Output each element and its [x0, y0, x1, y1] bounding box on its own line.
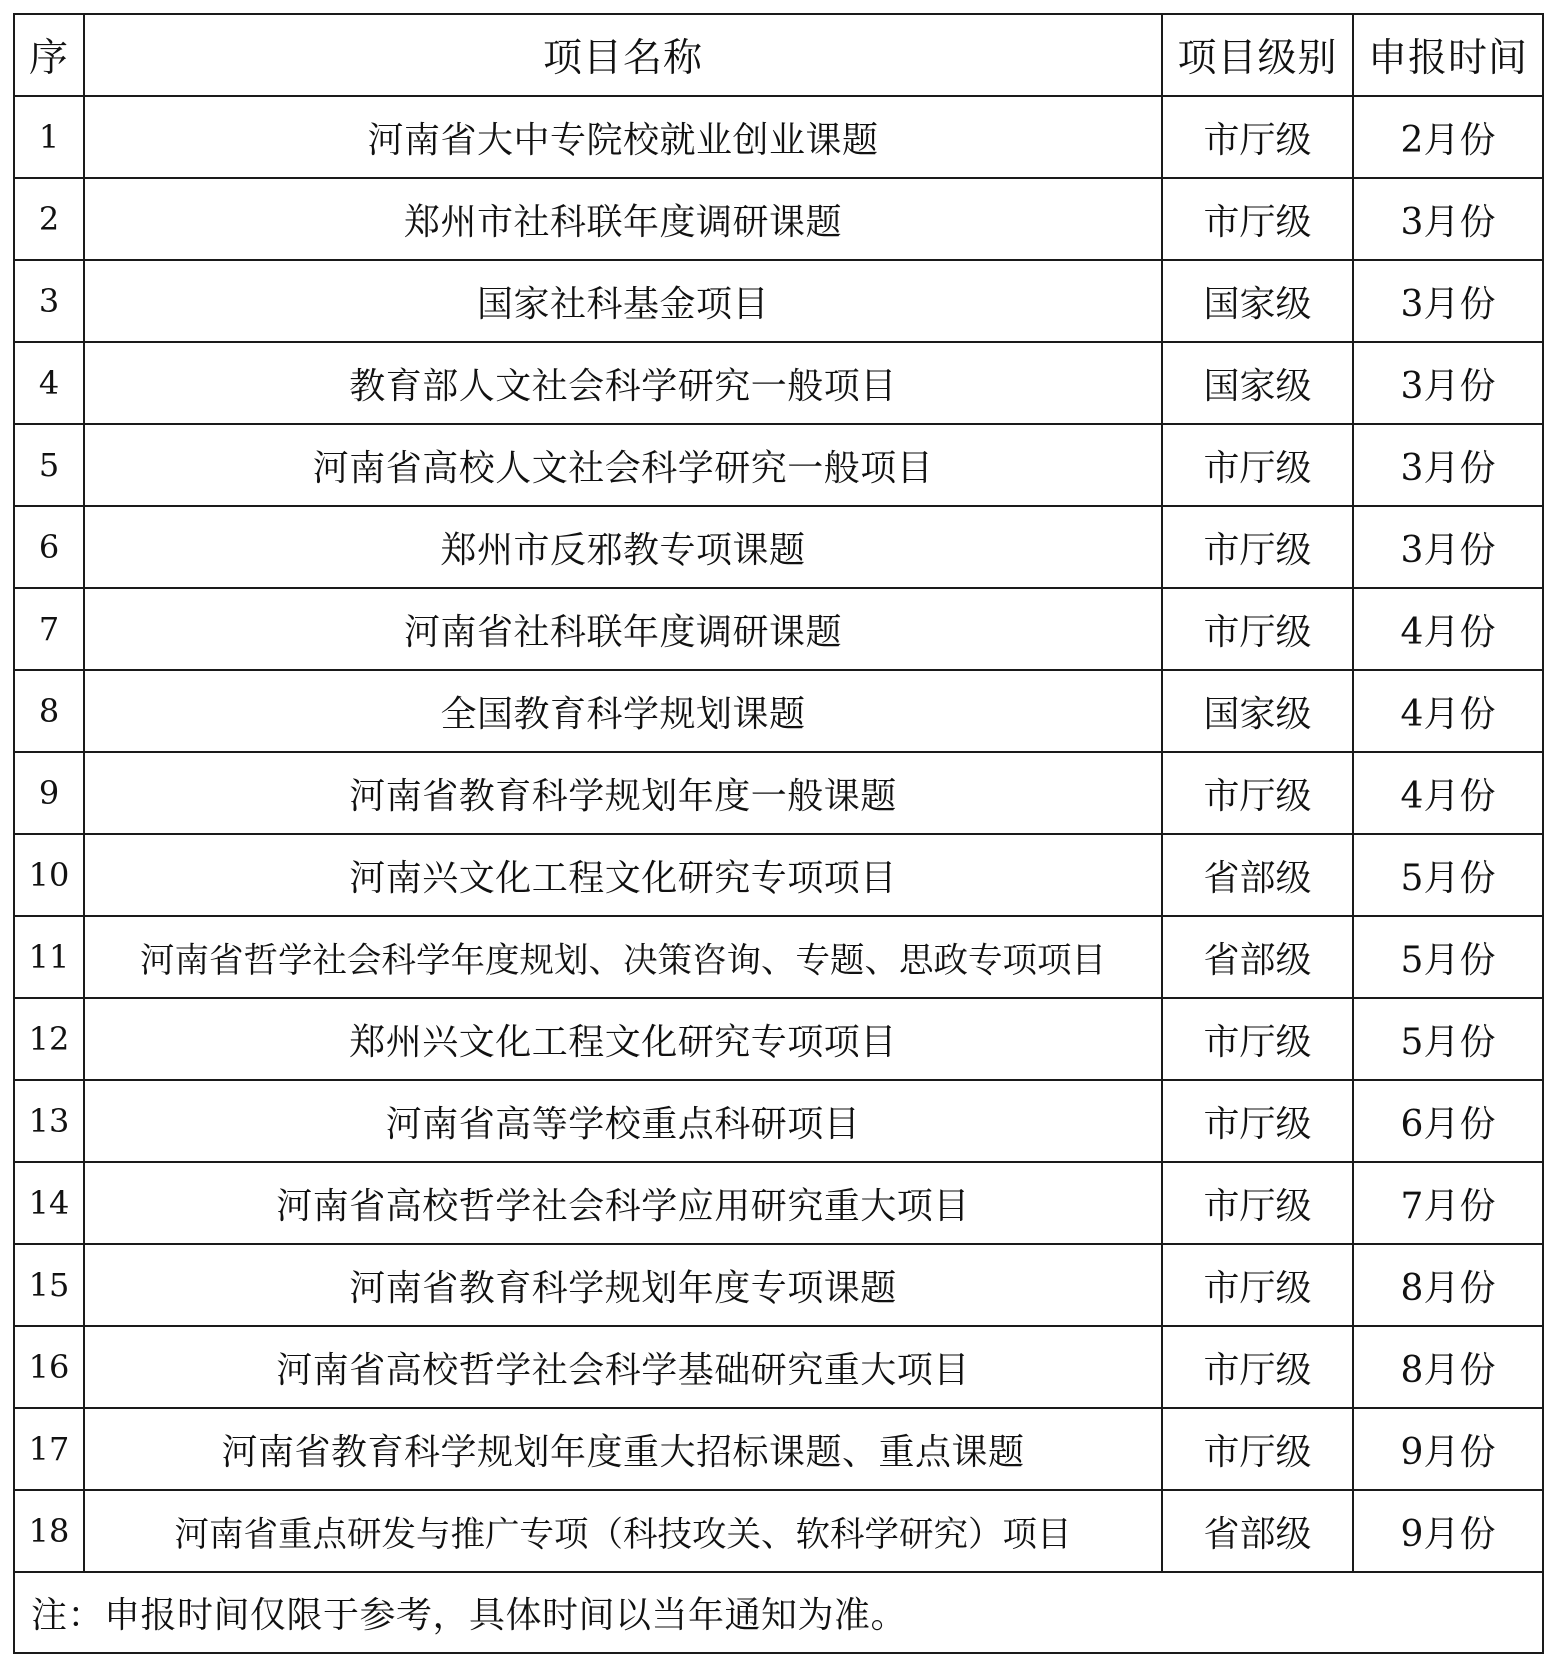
- table-row: [14, 1326, 1543, 1408]
- table-row: [14, 998, 1543, 1080]
- table-row: [14, 260, 1543, 342]
- cell-project-name: 全国教育科学规划课题: [84, 670, 1162, 752]
- table-row: [14, 178, 1543, 260]
- table-row: [14, 916, 1543, 998]
- cell-project-name: 郑州兴文化工程文化研究专项项目: [84, 998, 1162, 1080]
- table-row: [14, 1162, 1543, 1244]
- table-row: [14, 670, 1543, 752]
- table-row: [14, 834, 1543, 916]
- header-project-level: 项目级别: [1162, 14, 1353, 96]
- table-row: [14, 424, 1543, 506]
- cell-apply-time: 3月份: [1353, 424, 1543, 506]
- cell-project-level: 省部级: [1162, 916, 1353, 998]
- cell-no: 1: [14, 96, 84, 178]
- cell-project-name: 河南省高等学校重点科研项目: [84, 1080, 1162, 1162]
- cell-apply-time: 5月份: [1353, 916, 1543, 998]
- cell-project-level: 市厅级: [1162, 1162, 1353, 1244]
- table-row: [14, 342, 1543, 424]
- cell-apply-time: 9月份: [1353, 1408, 1543, 1490]
- header-apply-time: 申报时间: [1353, 14, 1543, 96]
- cell-apply-time: 8月份: [1353, 1326, 1543, 1408]
- cell-project-name: 河南省高校哲学社会科学应用研究重大项目: [84, 1162, 1162, 1244]
- cell-no: 9: [14, 752, 84, 834]
- cell-no: 13: [14, 1080, 84, 1162]
- header-row: [14, 14, 1543, 96]
- cell-apply-time: 2月份: [1353, 96, 1543, 178]
- cell-no: 4: [14, 342, 84, 424]
- table-row: [14, 1080, 1543, 1162]
- table-row: [14, 588, 1543, 670]
- cell-project-name: 河南省高校人文社会科学研究一般项目: [84, 424, 1162, 506]
- cell-project-level: 国家级: [1162, 342, 1353, 424]
- note-row: [14, 1572, 1543, 1653]
- cell-project-level: 市厅级: [1162, 1408, 1353, 1490]
- table-row: [14, 96, 1543, 178]
- project-schedule-table: [13, 13, 1544, 1654]
- cell-project-level: 市厅级: [1162, 752, 1353, 834]
- table-row: [14, 1490, 1543, 1572]
- cell-no: 5: [14, 424, 84, 506]
- header-project-name: 项目名称: [84, 14, 1162, 96]
- cell-apply-time: 3月份: [1353, 178, 1543, 260]
- cell-no: 8: [14, 670, 84, 752]
- cell-project-level: 国家级: [1162, 260, 1353, 342]
- cell-apply-time: 4月份: [1353, 670, 1543, 752]
- cell-apply-time: 6月份: [1353, 1080, 1543, 1162]
- cell-project-name: 河南省高校哲学社会科学基础研究重大项目: [84, 1326, 1162, 1408]
- cell-project-name: 河南省社科联年度调研课题: [84, 588, 1162, 670]
- cell-project-level: 省部级: [1162, 834, 1353, 916]
- cell-project-level: 省部级: [1162, 1490, 1353, 1572]
- table-row: [14, 1408, 1543, 1490]
- cell-project-level: 市厅级: [1162, 998, 1353, 1080]
- cell-no: 10: [14, 834, 84, 916]
- cell-apply-time: 5月份: [1353, 998, 1543, 1080]
- cell-no: 3: [14, 260, 84, 342]
- cell-apply-time: 3月份: [1353, 342, 1543, 424]
- cell-project-name: 河南省教育科学规划年度一般课题: [84, 752, 1162, 834]
- table-row: [14, 752, 1543, 834]
- cell-apply-time: 5月份: [1353, 834, 1543, 916]
- cell-project-name: 河南省大中专院校就业创业课题: [84, 96, 1162, 178]
- cell-project-name: 河南兴文化工程文化研究专项项目: [84, 834, 1162, 916]
- cell-apply-time: 3月份: [1353, 260, 1543, 342]
- cell-no: 14: [14, 1162, 84, 1244]
- cell-project-name: 河南省教育科学规划年度重大招标课题、重点课题: [84, 1408, 1162, 1490]
- cell-apply-time: 8月份: [1353, 1244, 1543, 1326]
- cell-apply-time: 7月份: [1353, 1162, 1543, 1244]
- cell-project-level: 市厅级: [1162, 424, 1353, 506]
- cell-project-name: 郑州市反邪教专项课题: [84, 506, 1162, 588]
- cell-project-name: 郑州市社科联年度调研课题: [84, 178, 1162, 260]
- cell-apply-time: 9月份: [1353, 1490, 1543, 1572]
- cell-project-name: 河南省教育科学规划年度专项课题: [84, 1244, 1162, 1326]
- cell-no: 18: [14, 1490, 84, 1572]
- cell-project-name: 国家社科基金项目: [84, 260, 1162, 342]
- cell-project-level: 市厅级: [1162, 96, 1353, 178]
- cell-no: 15: [14, 1244, 84, 1326]
- table-row: [14, 506, 1543, 588]
- cell-project-level: 市厅级: [1162, 506, 1353, 588]
- cell-apply-time: 3月份: [1353, 506, 1543, 588]
- cell-project-level: 市厅级: [1162, 178, 1353, 260]
- cell-no: 11: [14, 916, 84, 998]
- cell-project-level: 市厅级: [1162, 1080, 1353, 1162]
- cell-no: 6: [14, 506, 84, 588]
- cell-apply-time: 4月份: [1353, 752, 1543, 834]
- cell-project-name: 河南省哲学社会科学年度规划、决策咨询、专题、思政专项项目: [84, 916, 1162, 998]
- cell-apply-time: 4月份: [1353, 588, 1543, 670]
- table-row: [14, 1244, 1543, 1326]
- cell-project-name: 河南省重点研发与推广专项（科技攻关、软科学研究）项目: [84, 1490, 1162, 1572]
- cell-project-name: 教育部人文社会科学研究一般项目: [84, 342, 1162, 424]
- cell-project-level: 市厅级: [1162, 1244, 1353, 1326]
- cell-no: 7: [14, 588, 84, 670]
- cell-no: 16: [14, 1326, 84, 1408]
- footnote: 注：申报时间仅限于参考，具体时间以当年通知为准。: [14, 1572, 1543, 1653]
- cell-no: 12: [14, 998, 84, 1080]
- cell-no: 17: [14, 1408, 84, 1490]
- cell-project-level: 国家级: [1162, 670, 1353, 752]
- cell-no: 2: [14, 178, 84, 260]
- cell-project-level: 市厅级: [1162, 1326, 1353, 1408]
- header-no: 序: [14, 14, 84, 96]
- cell-project-level: 市厅级: [1162, 588, 1353, 670]
